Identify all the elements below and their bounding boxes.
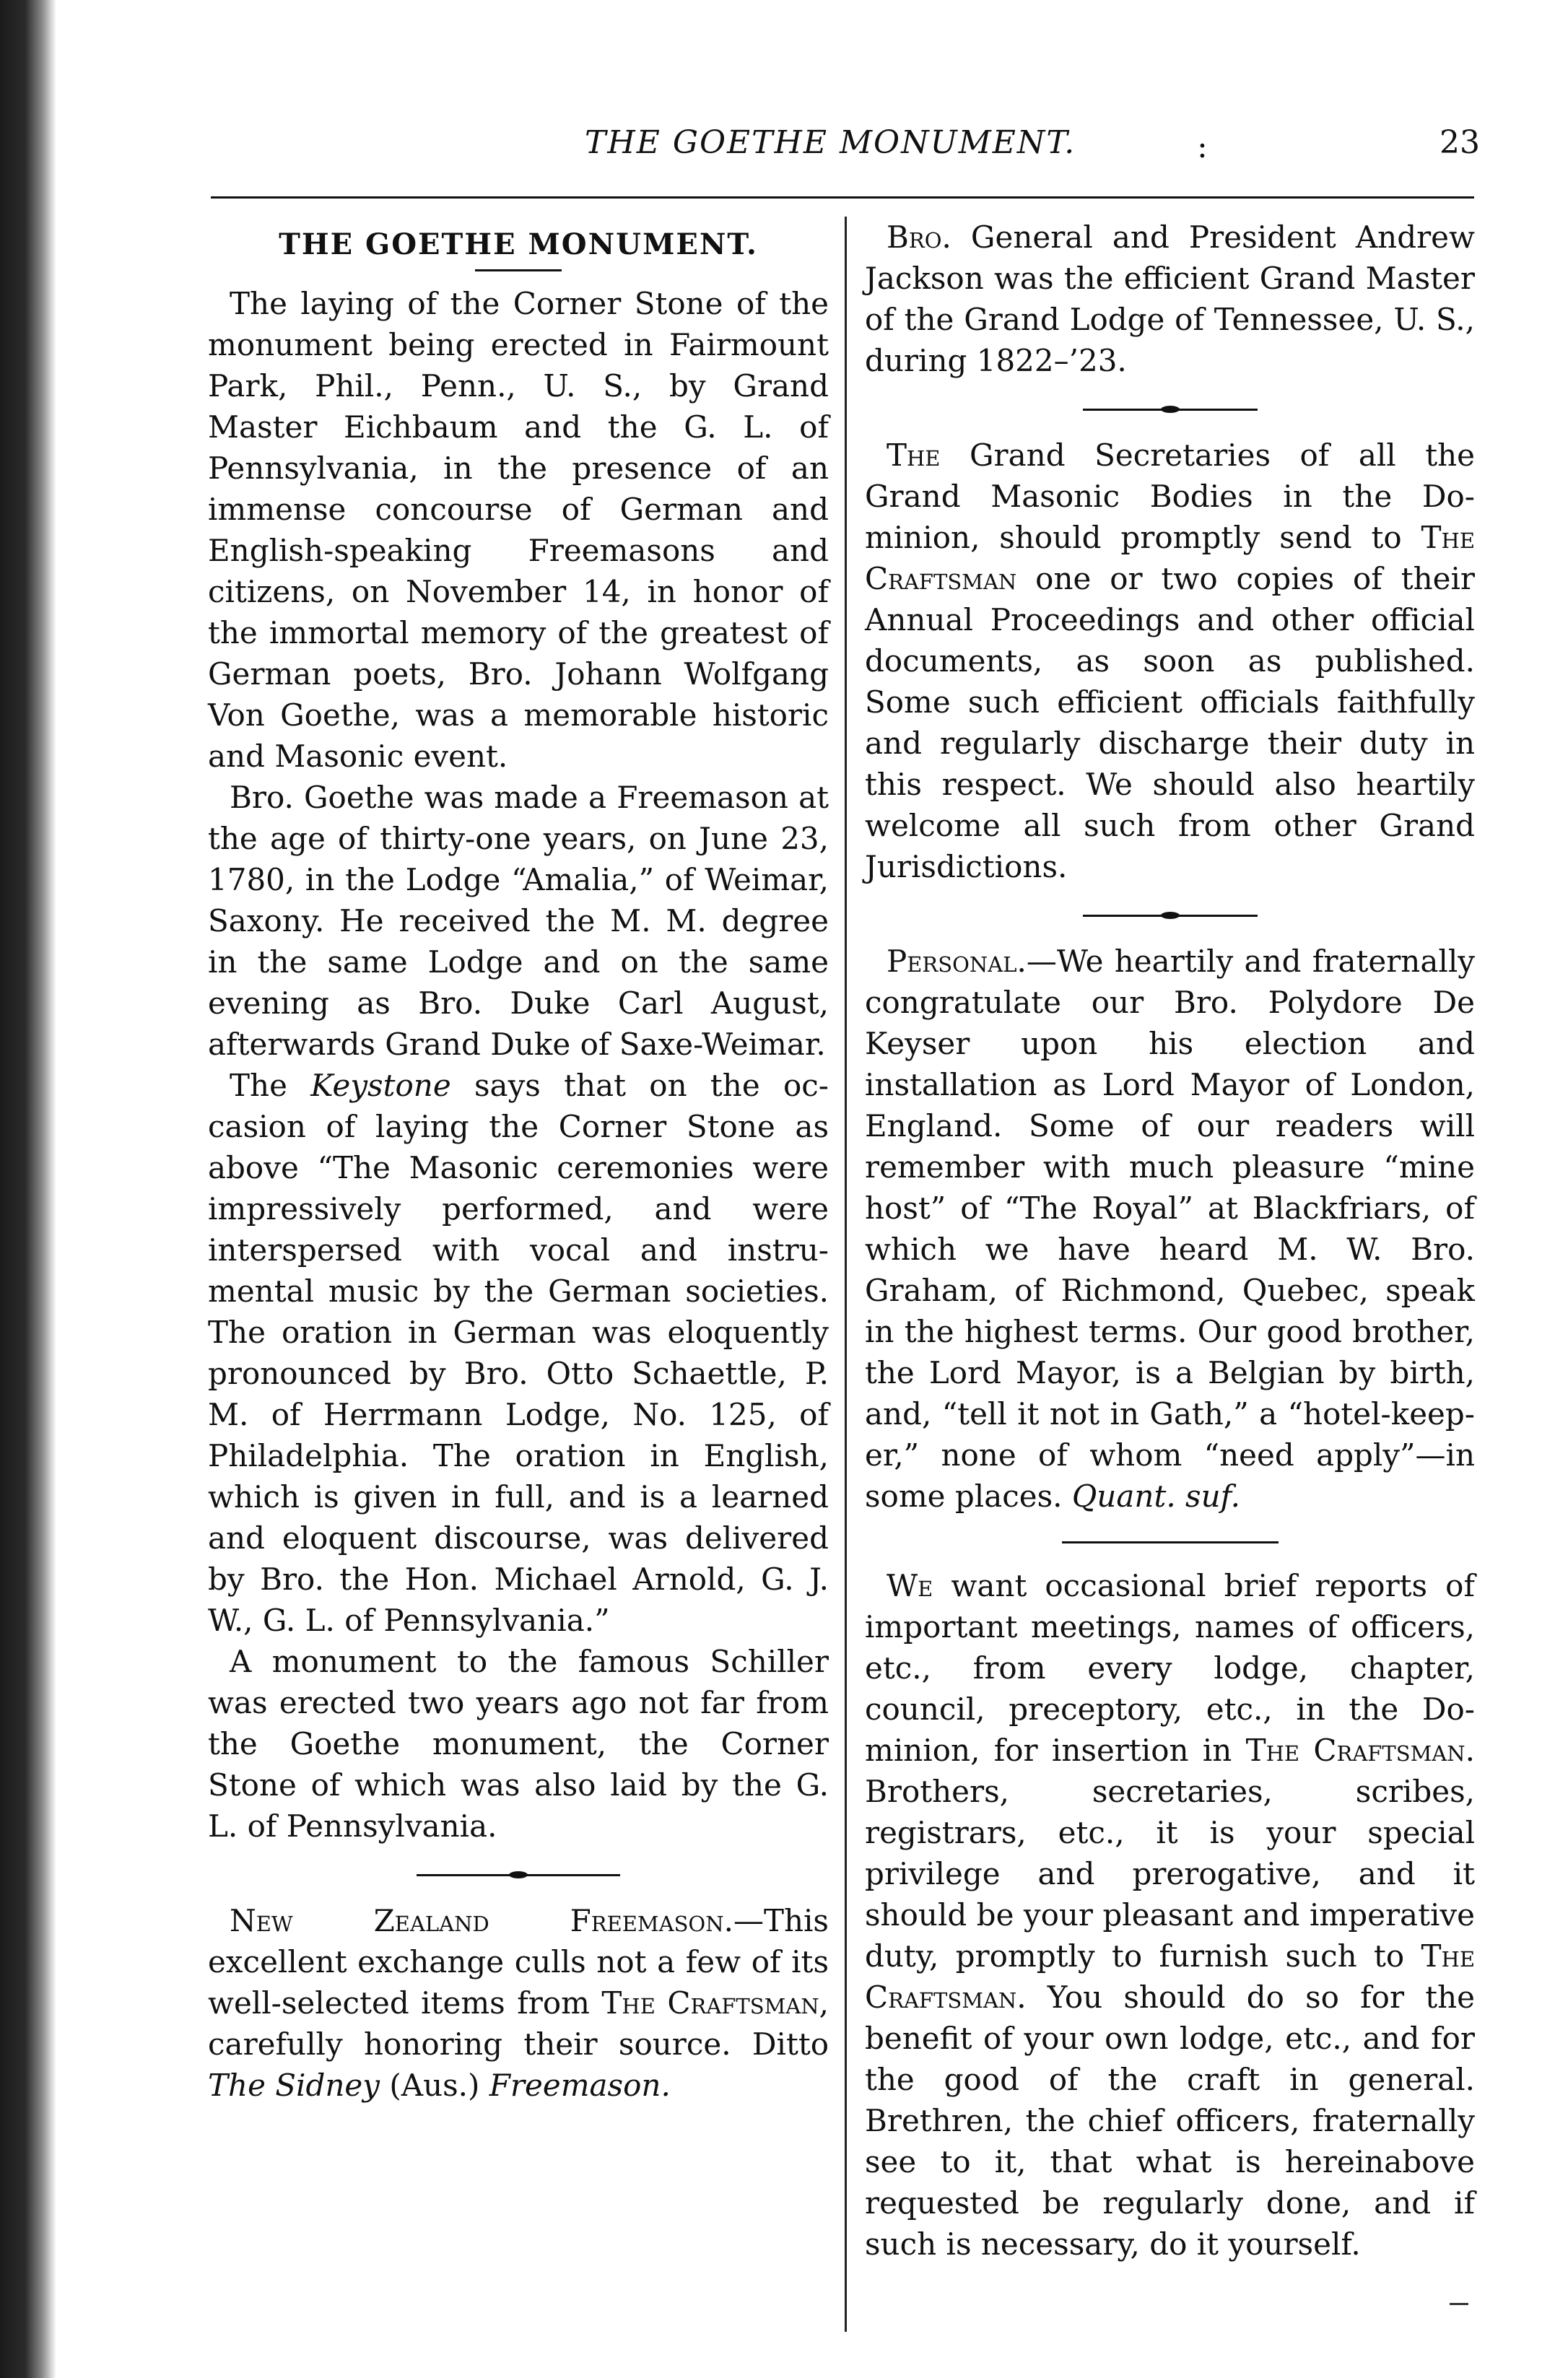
goethe-paragraph-3	[208, 1065, 829, 1641]
reports-paragraph	[865, 1565, 1475, 2265]
jackson-text: General and President Andrew Jackson was the efficient Grand Master of the Grand Lodge of Tennessee, U. S., during 1822–’23.	[865, 219, 1475, 378]
left-column	[208, 217, 829, 2106]
p3-pre: The	[230, 1068, 311, 1103]
jackson-paragraph	[865, 217, 1475, 381]
nz-text-3: (Aus.)	[380, 2068, 489, 2103]
personal-paragraph	[865, 941, 1475, 1517]
personal-heading: Personal.	[887, 944, 1027, 979]
separator-2	[865, 912, 1475, 919]
p3-post: says that on the occasion of laying the Corner Stone as above “The Masonic ceremonies were impressively performed, and were interspersed with vocal and instrumental music by the German societies. The oration in German was eloquently pronounced by Bro. Otto Schaettle, P. M. of Herrmann Lodge, No. 125, of Philadelphia. The oration in English, which is given in full, and is a learned and eloquent discourse, was delivered by Bro. the Hon. Michael Arnold, G. J. W., G. L. of Pennsylvania.”	[208, 1068, 829, 1638]
reports-text-1: want occasional brief reports of important meetings, names of officers, etc., from every lodge, chapter, council, preceptory, etc., in the Dominion, for insertion in	[865, 1568, 1475, 1768]
the-lead: The	[887, 437, 941, 473]
running-title: THE GOETHE MONUMENT.	[585, 124, 1076, 161]
secretaries-paragraph	[865, 435, 1475, 887]
freemason-title: Freemason.	[489, 2068, 671, 2103]
secretaries-text-2: one or two copies of their Annual Proceedings and other official documents, as soon as published. Some such efficient officials faithfully and regularly discharge their duty in this respect. We should also heartily welcome all such from other Grand Jurisdictions.	[865, 561, 1475, 884]
goethe-paragraph-2: Bro. Goethe was made a Freemason at the age of thirty-one years, on June 23, 1780, in the Lodge “Amalia,” of Weimar, Saxony. He received the M. M. degree in the same Lodge and on the same evening as Bro. Duke Carl August, afterwards Grand Duke of Saxe-Weimar.	[208, 780, 829, 1062]
right-column	[865, 217, 1475, 2265]
title-rule	[475, 269, 562, 271]
page-header	[202, 124, 1480, 167]
secretaries-text-1: Grand Secretaries of all the Grand Masonic Bodies in the Dominion, should promptly send to	[865, 437, 1475, 555]
header-dot: :	[1197, 129, 1208, 165]
page-mark	[1450, 2303, 1468, 2305]
we-lead: We	[887, 1568, 933, 1603]
sidney-title: The Sidney	[208, 2068, 380, 2103]
header-rule	[211, 196, 1474, 199]
article-title: THE GOETHE MONUMENT.	[279, 227, 758, 261]
separator-3	[865, 1541, 1475, 1543]
column-divider	[845, 217, 847, 2332]
page-number: 23	[1439, 124, 1480, 161]
keystone-title: Keystone	[310, 1068, 451, 1103]
goethe-paragraph-4: A monument to the famous Schiller was erected two years ago not far from the Goethe monument, the Corner Stone of which was also laid by the G. L. of Pennsylvania.	[208, 1644, 829, 1844]
nz-text-1: —This excellent exchange culls not a few of its well-selected items from	[208, 1903, 829, 2021]
craftsman-name-3: The Craftsman	[1245, 1733, 1465, 1768]
nz-freemason-heading: New Zealand Freemason.	[230, 1903, 733, 1938]
nz-text-2: , carefully honoring their source. Ditto	[208, 1985, 829, 2062]
bro-lead: Bro.	[887, 219, 951, 255]
craftsman-name-2: The Craftsman	[865, 520, 1475, 596]
new-zealand-freemason-paragraph	[208, 1900, 829, 2106]
scanned-page-edge	[0, 0, 56, 2378]
quant-suf: Quant. suf.	[1071, 1478, 1241, 1514]
section-separator	[208, 1871, 829, 1878]
reports-text-3: . You should do so for the benefit of your own lodge, etc., and for the good of the craft in general. Brethren, the chief officers, fraternally see to it, that what is hereinabove requested be regularly done, and if such is necessary, do it yourself.	[865, 1980, 1475, 2262]
craftsman-name: The Craftsman	[601, 1985, 819, 2021]
personal-text: —We heartily and fraternally congratulate our Bro. Polydore De Keyser upon his election and installation as Lord Mayor of London, England. Some of our readers will remember with much pleasure “mine host” of “The Royal” at Blackfriars, of which we have heard M. W. Bro. Graham, of Richmond, Quebec, speak in the highest terms. Our good brother, the Lord Mayor, is a Belgian by birth, and, “tell it not in Gath,” a “hotel-keeper,” none of whom “need apply”—in some places.	[865, 944, 1475, 1514]
reports-text-2: . Brothers, secretaries, scribes, registrars, etc., it is your special privilege and prerogative, and it should be your pleasant and imperative duty, promptly to furnish such to	[865, 1733, 1475, 1974]
craftsman-name-4: The Craftsman	[865, 1938, 1475, 2015]
separator-1	[865, 406, 1475, 413]
goethe-paragraph-1: The laying of the Corner Stone of the monument being erected in Fairmount Park, Phil., Penn., U. S., by Grand Master Eichbaum and the G. L. of Pennsylvania, in the presence of an immense concourse of German and English-speaking Freemasons and citizens, on November 14, in honor of the immortal memory of the greatest of German poets, Bro. Johann Wolfgang Von Goethe, was a memorable historic and Masonic event.	[208, 286, 829, 774]
